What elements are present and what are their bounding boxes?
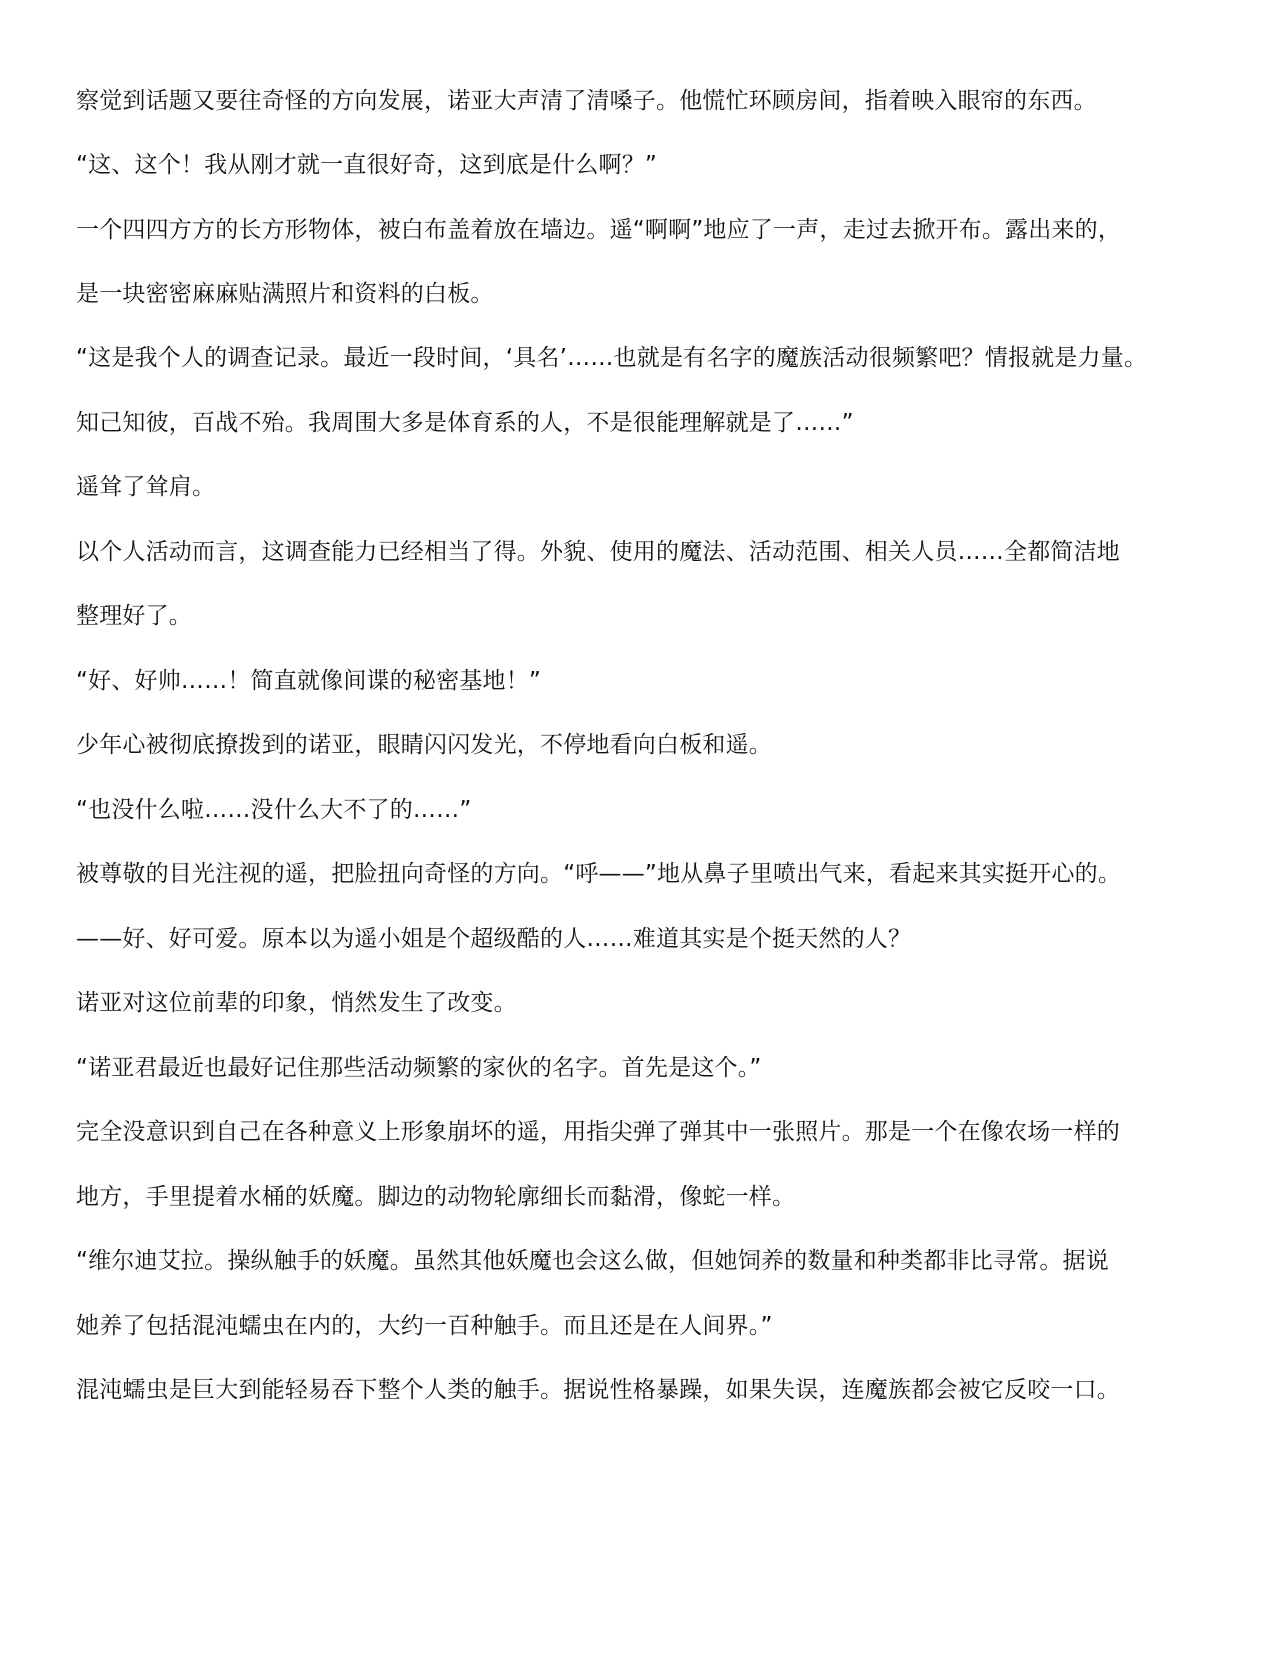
text-line: 诺亚对这位前辈的印象，悄然发生了改变。 [76,990,517,1016]
text-line: 她养了包括混沌蠕虫在内的，大约一百种触手。而且还是在人间界。” [76,1313,773,1339]
text-line: 是一块密密麻麻贴满照片和资料的白板。 [76,281,494,307]
text-line: 整理好了。 [76,603,192,629]
text-line: “也没什么啦……没什么大不了的……” [76,797,472,823]
text-line: “诺亚君最近也最好记住那些活动频繁的家伙的名字。首先是这个。” [76,1055,762,1081]
text-line: “这、这个！我从刚才就一直很好奇，这到底是什么啊？” [76,152,658,178]
text-line: 以个人活动而言，这调查能力已经相当了得。外貌、使用的魔法、活动范围、相关人员……全都简洁地 [76,539,1120,565]
text-line: 察觉到话题又要往奇怪的方向发展，诺亚大声清了清嗓子。他慌忙环顾房间，指着映入眼帘的东西。 [76,88,1097,114]
text-line: 知己知彼，百战不殆。我周围大多是体育系的人，不是很能理解就是了……” [76,410,854,436]
text-line: 少年心被彻底撩拨到的诺亚，眼睛闪闪发光，不停地看向白板和遥。 [76,732,772,758]
text-line: “好、好帅……！简直就像间谍的秘密基地！” [76,668,542,694]
text-line: 遥耸了耸肩。 [76,474,216,500]
text-line: 混沌蠕虫是巨大到能轻易吞下整个人类的触手。据说性格暴躁，如果失误，连魔族都会被它反咬一口。 [76,1377,1120,1403]
text-line: “这是我个人的调查记录。最近一段时间，‘具名’……也就是有名字的魔族活动很频繁吧？情报就是力量。 [76,345,1148,371]
text-line: 被尊敬的目光注视的遥，把脸扭向奇怪的方向。“呼——”地从鼻子里喷出气来，看起来其实挺开心的。 [76,861,1122,887]
text-line: 一个四四方方的长方形物体，被白布盖着放在墙边。遥“啊啊”地应了一声，走过去掀开布。露出来的， [76,217,1122,243]
text-line: ——好、好可爱。原本以为遥小姐是个超级酷的人……难道其实是个挺天然的人？ [76,926,912,952]
text-line: “维尔迪艾拉。操纵触手的妖魔。虽然其他妖魔也会这么做，但她饲养的数量和种类都非比寻常。据说 [76,1248,1109,1274]
text-line: 完全没意识到自己在各种意义上形象崩坏的遥，用指尖弹了弹其中一张照片。那是一个在像农场一样的 [76,1119,1120,1145]
text-line: 地方，手里提着水桶的妖魔。脚边的动物轮廓细长而黏滑，像蛇一样。 [76,1184,796,1210]
